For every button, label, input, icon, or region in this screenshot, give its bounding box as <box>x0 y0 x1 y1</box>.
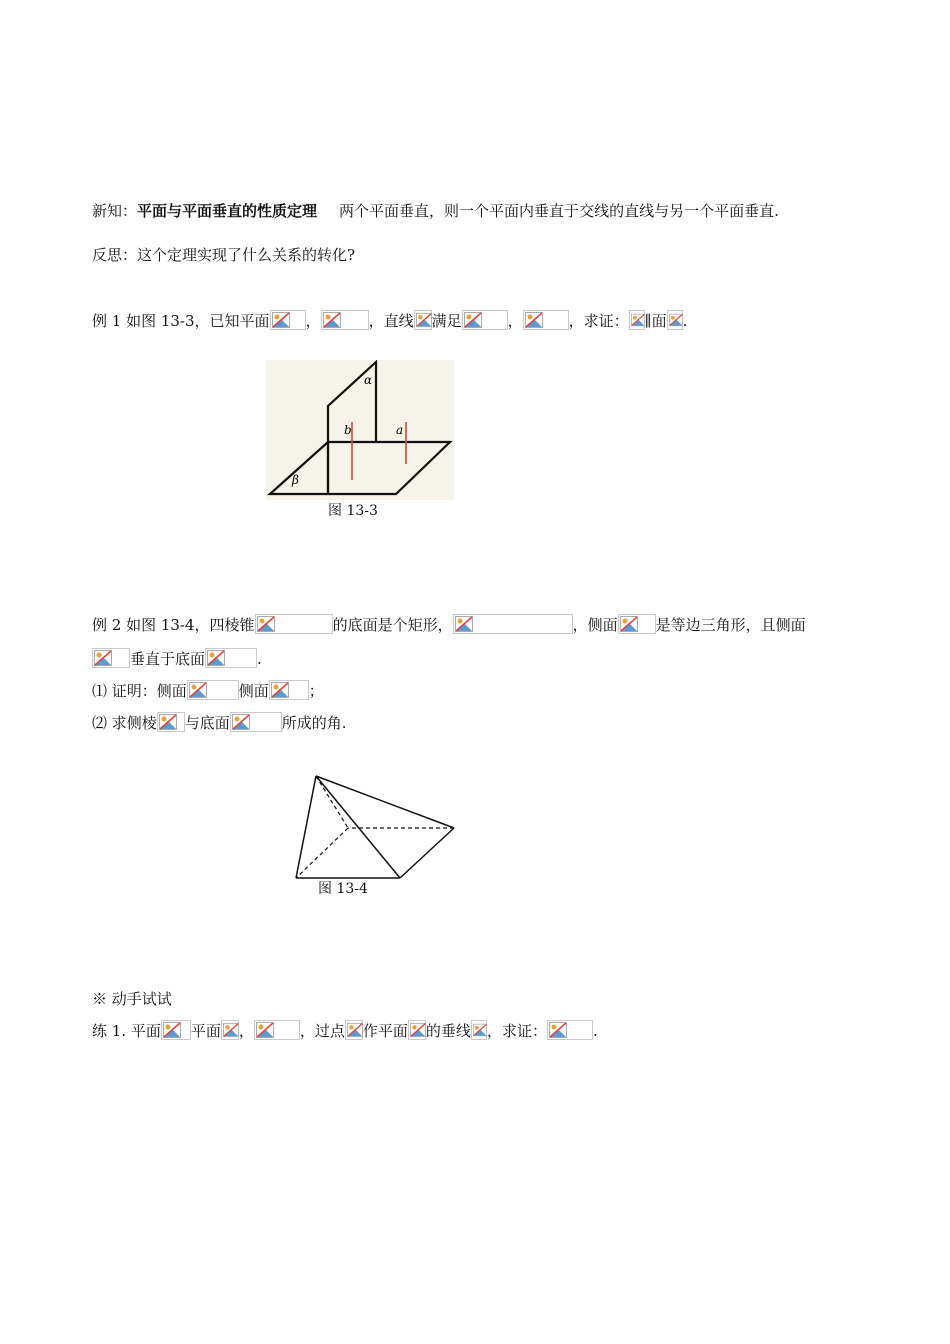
figure2-caption: 图 13-4 <box>318 881 368 897</box>
figure-13-3 <box>266 360 454 500</box>
practice-text-5: 作平面 <box>362 1022 408 1040</box>
practice-line <box>92 1020 598 1042</box>
example1-text-4: 满足 <box>431 312 462 330</box>
example2-text-2: 的底面是个矩形， <box>332 616 453 634</box>
label-beta: β <box>292 473 299 487</box>
broken-image-icon <box>453 614 573 634</box>
label-b: b <box>344 423 352 437</box>
example2-q1 <box>92 680 324 702</box>
example1-text-8: . <box>682 312 688 330</box>
example2-q1-text-b: 侧面 <box>238 682 269 700</box>
example2-q2-text-c: 所成的角. <box>281 714 347 732</box>
practice-text-1: 练 1. 平面 <box>92 1022 161 1040</box>
broken-image-icon <box>414 310 432 330</box>
example2-q2-text-a: ⑵ 求侧棱 <box>92 714 157 732</box>
broken-image-icon <box>345 1020 363 1040</box>
example1-text-7: ∥面 <box>644 312 667 330</box>
theorem-text-a: 两个平面垂直，则一个平面内 <box>339 202 535 220</box>
broken-image-icon <box>92 648 130 668</box>
broken-image-icon <box>255 614 333 634</box>
example2-text-4: 是等边三角形，且侧面 <box>655 616 806 634</box>
example2-text-6: . <box>257 650 262 668</box>
label-alpha: α <box>364 373 373 387</box>
example1-text-1: 例 1 如图 13-3，已知平面 <box>92 312 270 330</box>
broken-image-icon <box>629 310 645 330</box>
broken-image-icon <box>161 1020 191 1040</box>
practice-text-7: ，求证： <box>486 1022 547 1040</box>
example2-q1-text-a: ⑴ 证明：侧面 <box>92 682 187 700</box>
example1-text-2: ， <box>305 312 321 330</box>
practice-text-6: 的垂线 <box>425 1022 471 1040</box>
example1-text-6: ，求证： <box>568 312 629 330</box>
broken-image-icon <box>269 680 309 700</box>
broken-image-icon <box>187 680 239 700</box>
broken-image-icon <box>230 712 282 732</box>
broken-image-icon <box>321 310 369 330</box>
example2-text-3: ，侧面 <box>572 616 618 634</box>
theorem-title: 平面与平面垂直的性质定理 <box>137 202 318 220</box>
broken-image-icon <box>157 712 185 732</box>
example1-text-3: ，直线 <box>368 312 414 330</box>
broken-image-icon <box>618 614 656 634</box>
example2-line-2 <box>92 648 262 670</box>
practice-text-3: ， <box>238 1022 254 1040</box>
example2-text-5: 垂直于底面 <box>130 650 206 668</box>
new-knowledge-line <box>92 200 779 222</box>
broken-image-icon <box>547 1020 593 1040</box>
example2-q1-text-c: ； <box>308 682 324 700</box>
broken-image-icon <box>471 1020 487 1040</box>
figure1-caption: 图 13-3 <box>328 503 378 519</box>
example1-text-5: ， <box>507 312 523 330</box>
example1-line <box>92 310 687 332</box>
example2-text-1: 例 2 如图 13-4，四棱锥 <box>92 616 255 634</box>
example2-line-1 <box>92 614 806 636</box>
broken-image-icon <box>408 1020 426 1040</box>
practice-heading: ※ 动手试试 <box>92 990 172 1008</box>
figure-13-4 <box>290 770 460 882</box>
example2-q2-text-b: 与底面 <box>184 714 230 732</box>
broken-image-icon <box>523 310 569 330</box>
label-a: a <box>396 423 404 437</box>
practice-text-2: 平面 <box>190 1022 221 1040</box>
theorem-text-c: 交线的直线与另一个平面垂直. <box>579 202 779 220</box>
broken-image-icon <box>462 310 508 330</box>
broken-image-icon <box>205 648 257 668</box>
broken-image-icon <box>667 310 683 330</box>
new-knowledge-prefix: 新知： <box>92 202 138 220</box>
theorem-text-b: 垂直于 <box>534 202 580 220</box>
broken-image-icon <box>270 310 306 330</box>
reflection-line: 反思：这个定理实现了什么关系的转化? <box>92 246 356 264</box>
practice-text-8: . <box>592 1022 598 1040</box>
broken-image-icon <box>221 1020 239 1040</box>
broken-image-icon <box>254 1020 300 1040</box>
practice-text-4: ，过点 <box>299 1022 345 1040</box>
example2-q2 <box>92 712 347 734</box>
